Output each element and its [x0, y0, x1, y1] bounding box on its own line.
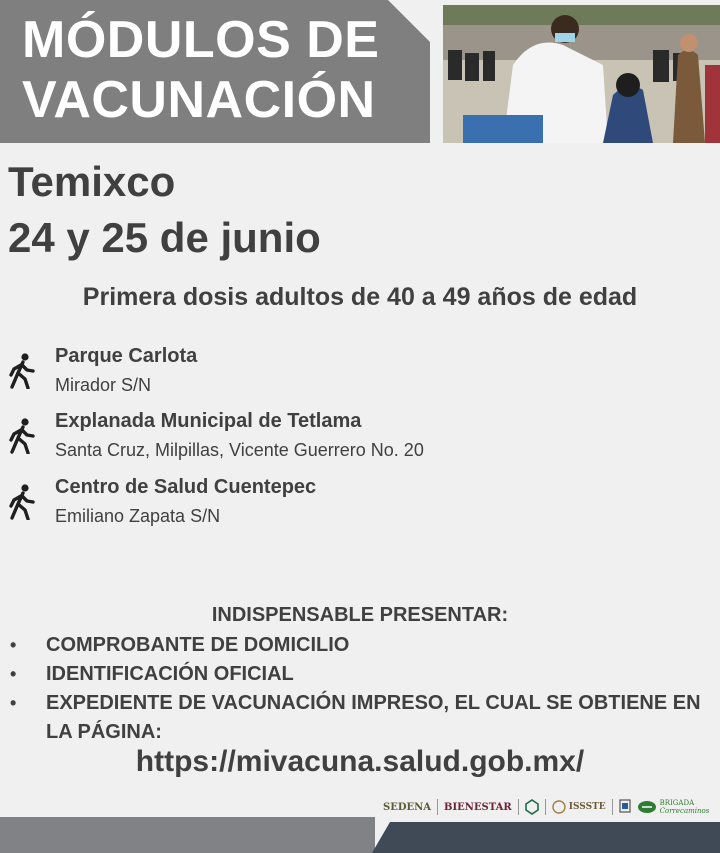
- requirements-heading: INDISPENSABLE PRESENTAR:: [211, 604, 509, 626]
- bullet-marker: •: [10, 635, 17, 655]
- footer-bar-dark: [372, 822, 720, 853]
- registration-url[interactable]: https://mivacuna.salud.gob.mx/: [135, 745, 585, 778]
- logo-divider: [518, 799, 519, 815]
- logo-divider: [437, 799, 438, 815]
- location-name: Explanada Municipal de Tetlama: [55, 410, 362, 432]
- location-name: Centro de Salud Cuentepec: [55, 476, 317, 498]
- bullet-marker: •: [10, 693, 17, 713]
- bienestar-logo: BIENESTAR: [444, 801, 512, 813]
- location-address: Emiliano Zapata S/N: [55, 506, 221, 526]
- brigada-correcaminos-logo: BRIGADA Correcaminos: [637, 799, 710, 815]
- logo-divider: [545, 799, 546, 815]
- bullet-marker: •: [10, 664, 17, 684]
- requirement-text: EXPEDIENTE DE VACUNACIÓN IMPRESO, EL CUAL SE OBTIENE EN LA PÁGINA:: [46, 692, 701, 743]
- sedena-logo: SEDENA: [383, 801, 432, 813]
- location-name: Parque Carlota: [55, 345, 198, 367]
- imss-logo: [525, 799, 539, 815]
- logo-divider: [612, 799, 613, 815]
- vaccination-photo: [443, 5, 720, 143]
- walking-person-icon: [8, 353, 36, 389]
- morelos-logo: [619, 799, 631, 815]
- location-address: Mirador S/N: [55, 375, 152, 395]
- requirement-item: [8, 631, 708, 660]
- footer-bar-gray: [0, 817, 375, 853]
- requirement-item: [8, 689, 708, 747]
- requirement-text: IDENTIFICACIÓN OFICIAL: [46, 663, 294, 685]
- location-address: Santa Cruz, Milpillas, Vicente Guerrero No. 20: [55, 440, 424, 460]
- requirements-list: [8, 631, 708, 747]
- walking-person-icon: [8, 484, 36, 520]
- requirement-text: COMPROBANTE DE DOMICILIO: [46, 634, 350, 656]
- page-title: [8, 154, 321, 266]
- banner-title-line2: VACUNACIÓN: [22, 71, 376, 129]
- requirement-item: [8, 660, 708, 689]
- banner-title: [22, 10, 379, 130]
- walking-person-icon: [8, 418, 36, 454]
- issste-logo: ISSSTE: [552, 800, 606, 814]
- banner-title-line1: MÓDULOS DE: [22, 11, 380, 69]
- event-dates: 24 y 25 de junio: [8, 214, 321, 261]
- target-group: Primera dosis adultos de 40 a 49 años de edad: [82, 283, 638, 311]
- institution-logos: [383, 795, 720, 819]
- municipality-name: Temixco: [8, 158, 176, 205]
